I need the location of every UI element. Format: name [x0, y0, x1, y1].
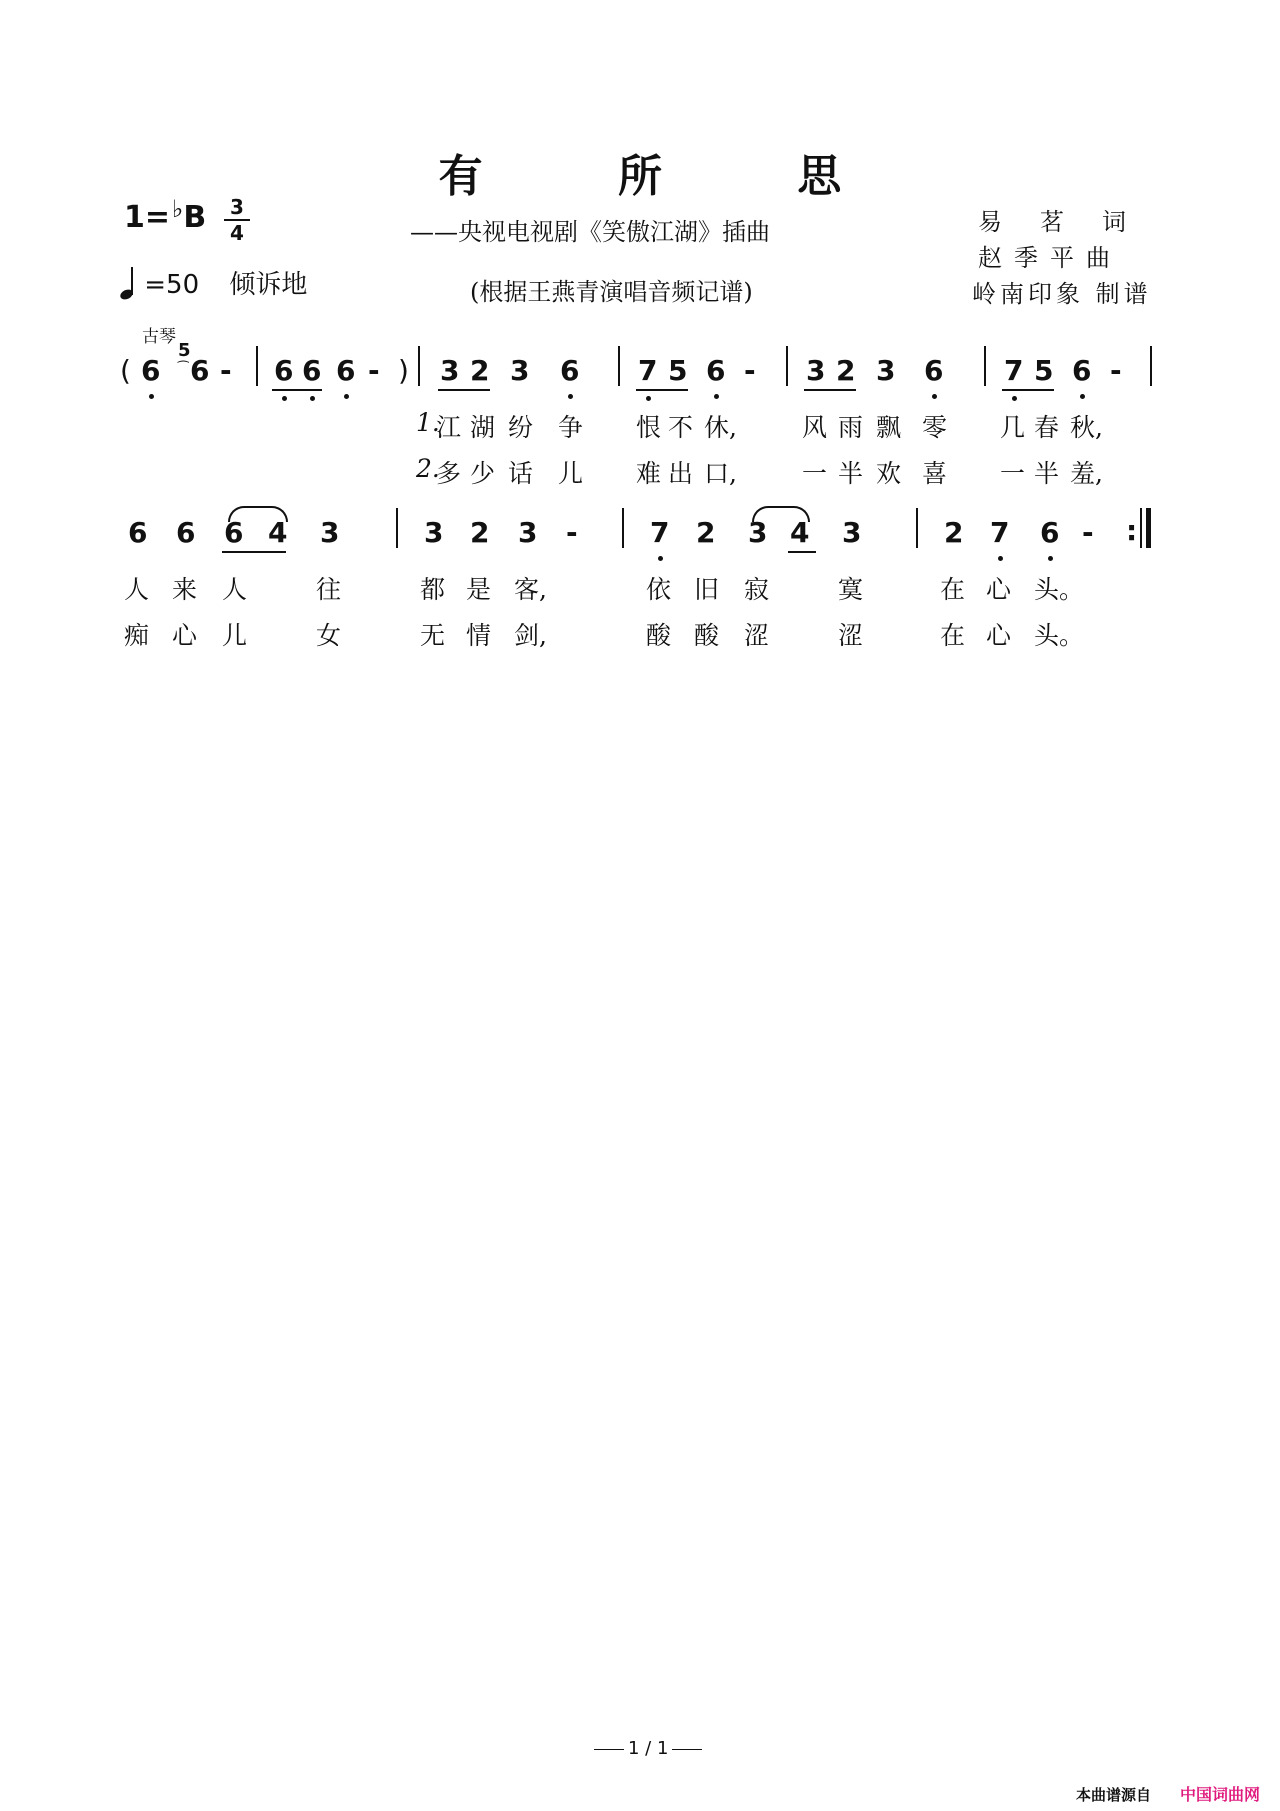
lyric: 酸 [694, 621, 720, 650]
note-dash: - [1110, 354, 1122, 387]
note: 3 [806, 354, 826, 387]
barline [984, 346, 986, 386]
note: 6 [924, 354, 944, 387]
lyric: 不 [668, 413, 694, 442]
note: 2 [470, 516, 490, 549]
subtitle: ——央视电视剧《笑傲江湖》插曲 [410, 218, 770, 246]
barline [786, 346, 788, 386]
low-octave-dot [1080, 394, 1085, 399]
lyric: 一 [802, 459, 828, 488]
lyric: 涩 [744, 621, 770, 650]
low-octave-dot [344, 394, 349, 399]
eighth-beam [788, 551, 816, 553]
eighth-beam [438, 389, 490, 391]
lyric: 几 [1000, 413, 1026, 442]
lyric: 半 [838, 459, 864, 488]
eighth-beam [636, 389, 688, 391]
eighth-beam [272, 389, 322, 391]
lyric: 争 [558, 413, 584, 442]
note-dash: - [744, 354, 756, 387]
verse-number: 2. [416, 454, 440, 483]
key-note: B [183, 200, 207, 235]
note: 6 [302, 354, 322, 387]
low-octave-dot [714, 394, 719, 399]
lyric: 儿 [222, 621, 248, 650]
note-paren-close: ) [398, 354, 409, 387]
lyric: 往 [316, 575, 342, 604]
lyric: 头。 [1034, 575, 1085, 604]
note: 3 [320, 516, 340, 549]
source-label: 本曲谱源自 [1076, 1786, 1152, 1804]
lyric: 少 [470, 459, 496, 488]
low-octave-dot [149, 394, 154, 399]
note-dash: - [1082, 516, 1094, 549]
verse-number: 1. [416, 408, 440, 437]
note: 7 [638, 354, 658, 387]
note: 6 [706, 354, 726, 387]
key-label: 1= [124, 200, 171, 235]
note: 6 [1072, 354, 1092, 387]
low-octave-dot [1012, 396, 1017, 401]
quarter-note-icon [120, 265, 136, 299]
lyric: 江 [436, 413, 462, 442]
note: 7 [650, 516, 670, 549]
note: 3 [842, 516, 862, 549]
lyric: 风 [802, 413, 828, 442]
note: 6 [336, 354, 356, 387]
expression-mark: 倾诉地 [229, 270, 308, 300]
time-sig-top: 3 [230, 195, 244, 219]
lyric: 飘 [876, 413, 902, 442]
lyric: 是 [466, 575, 492, 604]
lyric: 一 [1000, 459, 1026, 488]
lyric: 纷 [508, 413, 534, 442]
note: 3 [518, 516, 538, 549]
note-dash: - [220, 354, 232, 387]
lyric: 出 [668, 459, 694, 488]
eighth-beam [1002, 389, 1054, 391]
note: 3 [748, 516, 768, 549]
lyricist-credit: 易茗词 [978, 208, 1164, 236]
barline [618, 346, 620, 386]
lyric: 心 [172, 621, 198, 650]
lyric: 头。 [1034, 621, 1085, 650]
note: 2 [470, 354, 490, 387]
lyric: 半 [1034, 459, 1060, 488]
low-octave-dot [1048, 556, 1053, 561]
lyric: 欢 [876, 459, 902, 488]
note: 3 [424, 516, 444, 549]
grace-note: 5 [178, 340, 191, 361]
lyric: 心 [986, 575, 1012, 604]
lyric: 客, [514, 575, 547, 604]
note: 3 [876, 354, 896, 387]
lyric: 在 [940, 621, 966, 650]
lyric: 心 [986, 621, 1012, 650]
lyric: 涩 [838, 621, 864, 650]
tempo-value: =50 [144, 270, 200, 300]
lyric: 女 [316, 621, 342, 650]
low-octave-dot [310, 396, 315, 401]
barline [256, 346, 258, 386]
note: 2 [836, 354, 856, 387]
barline [396, 508, 398, 548]
lyric: 多 [436, 459, 462, 488]
lyric: 话 [508, 459, 534, 488]
note: 6 [176, 516, 196, 549]
low-octave-dot [998, 556, 1003, 561]
lyric: 来 [172, 575, 198, 604]
lyric: 寞 [838, 575, 864, 604]
barline [1150, 346, 1152, 386]
note: 5 [668, 354, 688, 387]
lyric: 春 [1034, 413, 1060, 442]
lyric: 休, [704, 413, 737, 442]
lyric: 羞, [1070, 459, 1103, 488]
barline [418, 346, 420, 386]
low-octave-dot [658, 556, 663, 561]
instrument-label: 古琴 [142, 327, 176, 347]
note-paren-open: ( [120, 354, 131, 387]
brand-logo-text: 中国词曲网 [1180, 1785, 1261, 1804]
notation-credit: 岭南印象 制谱 [972, 280, 1152, 308]
time-signature [224, 196, 250, 244]
lyric: 依 [646, 575, 672, 604]
note: 5 [1034, 354, 1054, 387]
transcription-source: (根据王燕青演唱音频记谱) [470, 278, 753, 306]
note: 7 [1004, 354, 1024, 387]
lyric: 秋, [1070, 413, 1103, 442]
low-octave-dot [282, 396, 287, 401]
lyric: 剑, [514, 621, 547, 650]
note: 3 [510, 354, 530, 387]
lyric: 雨 [838, 413, 864, 442]
note: 4 [268, 516, 288, 549]
lyric: 口, [704, 459, 737, 488]
note: 4 [790, 516, 810, 549]
note: 6 [141, 354, 161, 387]
key-signature [124, 195, 207, 235]
lyric: 旧 [694, 575, 720, 604]
repeat-dots: : [1126, 514, 1138, 547]
barline [622, 508, 624, 548]
composer-credit: 赵季平曲 [978, 244, 1122, 272]
tie-slur [228, 506, 288, 522]
lyric: 情 [466, 621, 492, 650]
note: 2 [944, 516, 964, 549]
tie-slur [752, 506, 810, 522]
lyric: 零 [922, 413, 948, 442]
note-dash: - [566, 516, 578, 549]
lyric: 人 [124, 575, 150, 604]
lyric: 在 [940, 575, 966, 604]
lyric: 儿 [558, 459, 584, 488]
lyric: 人 [222, 575, 248, 604]
final-barline-thick [1146, 508, 1151, 548]
lyric: 难 [636, 459, 662, 488]
page-number: 1 / 1 [590, 1738, 706, 1759]
note: 6 [224, 516, 244, 549]
lyric: 酸 [646, 621, 672, 650]
note: 6 [274, 354, 294, 387]
eighth-beam [804, 389, 856, 391]
lyric: 都 [420, 575, 446, 604]
note: 6 [560, 354, 580, 387]
tempo-marking [120, 264, 307, 301]
note: 6 [1040, 516, 1060, 549]
lyric: 寂 [744, 575, 770, 604]
note: 7 [990, 516, 1010, 549]
note-dash: - [368, 354, 380, 387]
note: 3 [440, 354, 460, 387]
low-octave-dot [568, 394, 573, 399]
low-octave-dot [932, 394, 937, 399]
barline [916, 508, 918, 548]
lyric: 湖 [470, 413, 496, 442]
grace-slur-icon: ⁀ [178, 362, 189, 377]
final-barline-thin [1140, 508, 1142, 548]
eighth-beam [222, 551, 286, 553]
lyric: 痴 [124, 621, 150, 650]
time-sig-bottom: 4 [230, 221, 244, 245]
lyric: 喜 [922, 459, 948, 488]
lyric: 恨 [636, 413, 662, 442]
low-octave-dot [646, 396, 651, 401]
flat-sign: ♭ [172, 195, 184, 223]
lyric: 无 [420, 621, 446, 650]
note: 2 [696, 516, 716, 549]
note: 6 [190, 354, 210, 387]
note: 6 [128, 516, 148, 549]
song-title: 有 所 思 [438, 151, 902, 202]
